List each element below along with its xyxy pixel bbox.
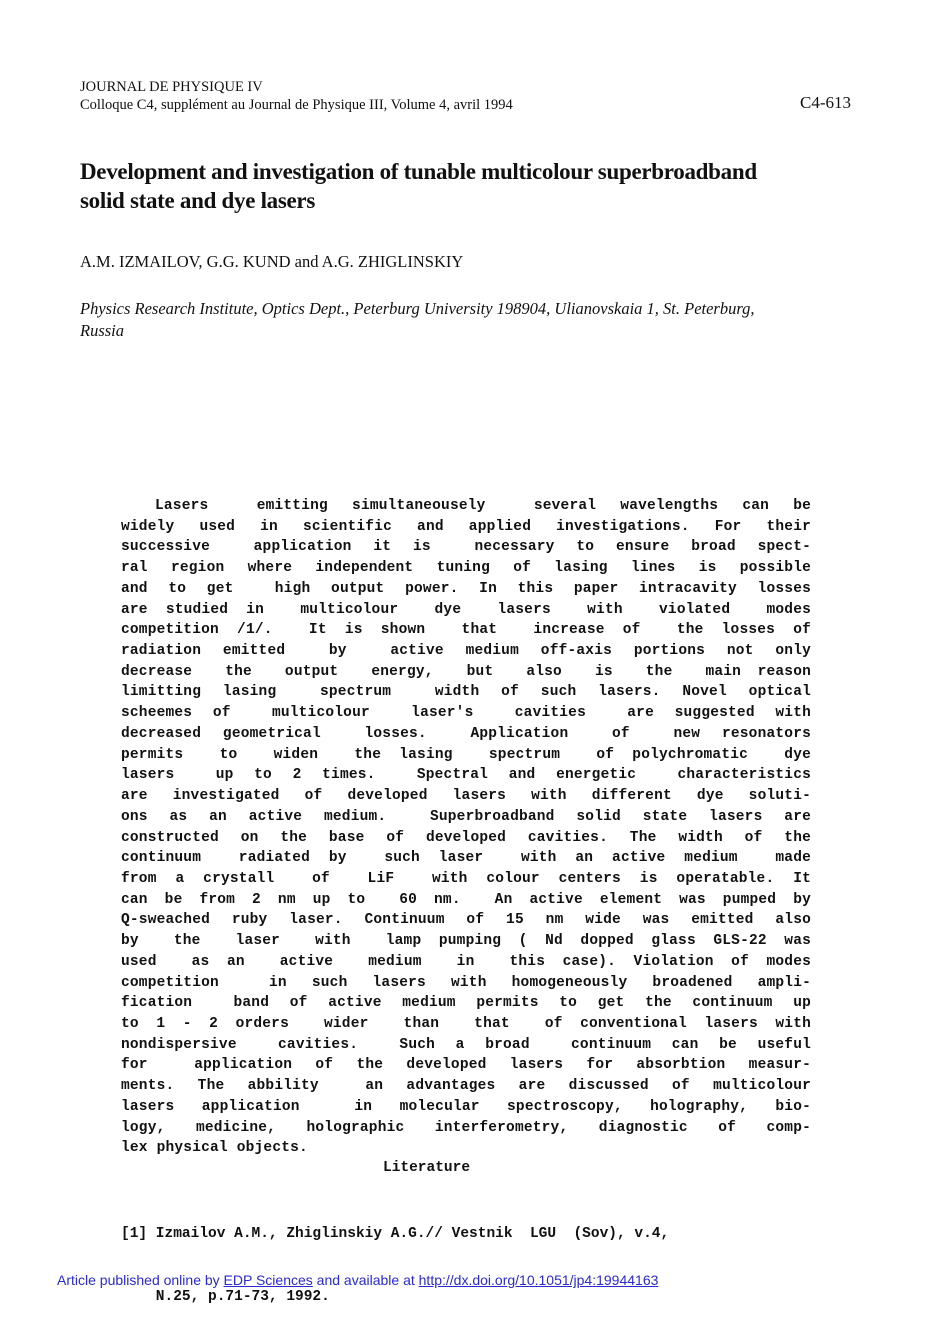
reference-list	[121, 1182, 669, 1329]
affiliation	[80, 298, 840, 342]
affiliation-line: Russia	[80, 321, 125, 340]
literature-heading: Literature	[383, 1160, 471, 1176]
abstract-line: for application of the developed lasers for absorbtion measur-	[121, 1057, 811, 1074]
abstract-body	[121, 496, 811, 1159]
abstract-line: are investigated of developed lasers with different dye soluti-	[121, 788, 811, 805]
abstract-line: and to get high output power. In this paper intracavity losses	[121, 580, 811, 597]
abstract-line: are studied in multicolour dye lasers with violated modes	[121, 601, 811, 618]
abstract-line: Lasers emitting simultaneousely several wavelengths can be	[155, 498, 811, 514]
abstract-line: by the laser with lamp pumping ( Nd dopped glass GLS-22 was	[121, 933, 811, 950]
abstract-line: limitting lasing spectrum width of such lasers. Novel optical	[121, 684, 811, 701]
abstract-line: successive application it is necessary to ensure broad spect-	[121, 539, 811, 556]
page-number: C4-613	[800, 93, 851, 112]
title-line: Development and investigation of tunable multicolour superbroadband	[80, 159, 757, 184]
reference-item: [1] Izmailov A.M., Zhiglinskiy A.G.// Vestnik LGU (Sov), v.4,	[121, 1226, 670, 1242]
abstract-line: lasers up to 2 times. Spectral and energetic characteristics	[121, 767, 811, 784]
abstract-line: used as an active medium in this case). Violation of modes	[121, 953, 811, 970]
abstract-line: ments. The abbility an advantages are discussed of multicolour	[121, 1078, 811, 1095]
abstract-line: lasers application in molecular spectroscopy, holography, bio-	[121, 1098, 811, 1115]
abstract-line: permits to widen the lasing spectrum of polychromatic dye	[121, 746, 811, 763]
abstract-line: scheemes of multicolour laser's cavities are suggested with	[121, 705, 811, 722]
abstract-line: to 1 - 2 orders wider than that of conventional lasers with	[121, 1015, 811, 1032]
abstract-line: can be from 2 nm up to 60 nm. An active element was pumped by	[121, 891, 811, 908]
doi-link[interactable]: http://dx.doi.org/10.1051/jp4:19944163	[418, 1272, 659, 1288]
colloque-line: Colloque C4, supplément au Journal de Physique III, Volume 4, avril 1994	[80, 97, 513, 113]
abstract-line: ral region where independent tuning of lasing lines is possible	[121, 560, 811, 577]
paper-title	[80, 157, 870, 215]
abstract-line: continuum radiated by such laser with an active medium made	[121, 850, 811, 867]
footer-publication-note	[57, 1272, 658, 1288]
authors: A.M. IZMAILOV, G.G. KUND and A.G. ZHIGLINSKIY	[80, 252, 464, 271]
journal-header	[80, 78, 513, 114]
abstract-line: decrease the output energy, but also is the main reason	[121, 663, 811, 680]
abstract-line: competition /1/. It is shown that increase of the losses of	[121, 622, 811, 639]
abstract-line: radiation emitted by active medium off-axis portions not only	[121, 643, 811, 660]
abstract-line: nondispersive cavities. Such a broad continuum can be useful	[121, 1036, 811, 1053]
abstract-line: logy, medicine, holographic interferometry, diagnostic of comp-	[121, 1119, 811, 1136]
abstract-line: decreased geometrical losses. Application of new resonators	[121, 725, 811, 742]
abstract-line: widely used in scientific and applied investigations. For their	[121, 518, 811, 535]
abstract-line: fication band of active medium permits to get the continuum up	[121, 995, 811, 1012]
title-line: solid state and dye lasers	[80, 188, 315, 213]
abstract-line: competition in such lasers with homogeneously broadened ampli-	[121, 974, 811, 991]
abstract-line: ons as an active medium. Superbroadband solid state lasers are	[121, 808, 811, 825]
publisher-link[interactable]: EDP Sciences	[223, 1272, 313, 1288]
journal-name: JOURNAL DE PHYSIQUE IV	[80, 79, 263, 95]
abstract-line: constructed on the base of developed cavities. The width of the	[121, 829, 811, 846]
footer-middle: and available at	[312, 1272, 419, 1288]
abstract-line: Q-sweached ruby laser. Continuum of 15 nm wide was emitted also	[121, 912, 811, 929]
affiliation-line: Physics Research Institute, Optics Dept., Peterburg University 198904, Ulianovskaia 1, St. Peterburg,	[80, 299, 755, 318]
abstract-line: from a crystall of LiF with colour centers is operatable. It	[121, 870, 811, 887]
abstract-line: lex physical objects.	[121, 1140, 308, 1157]
reference-item-continued: N.25, p.71-73, 1992.	[121, 1289, 330, 1305]
footer-prefix: Article published online by	[57, 1272, 224, 1288]
